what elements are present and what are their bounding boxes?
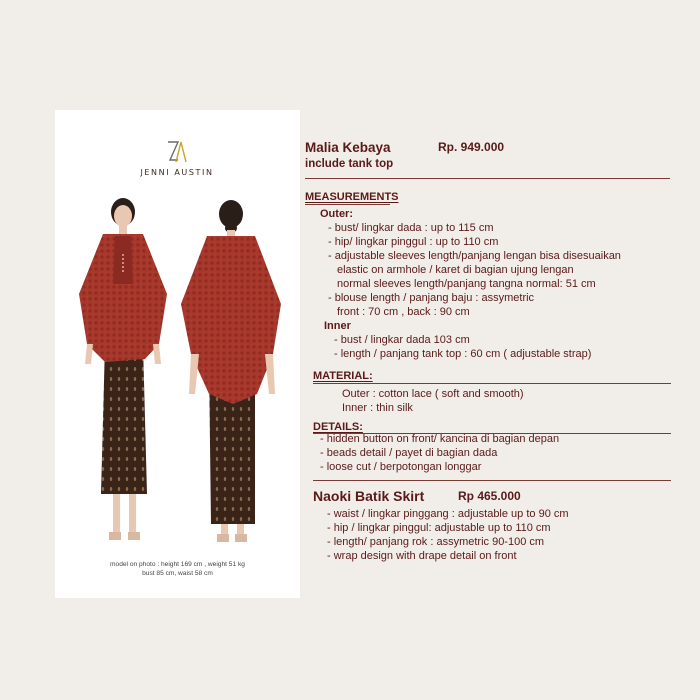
- material-line: Outer : cotton lace ( soft and smooth): [342, 388, 524, 400]
- kebaya-price: Rp. 949.000: [438, 140, 505, 154]
- skirt-line: - length/ panjang rok : assymetric 90-100 cm: [327, 536, 545, 548]
- divider-skirt: [313, 480, 671, 481]
- brand-name: JENNI AUSTIN: [140, 168, 214, 177]
- divider-top: [305, 178, 670, 179]
- inner-line: - length / panjang tank top : 60 cm ( adjustable strap): [334, 348, 592, 360]
- skirt-line: - waist / lingkar pinggang : adjustable up to 90 cm: [327, 508, 569, 520]
- details-heading: DETAILS:: [313, 421, 363, 433]
- outer-line: - adjustable sleeves length/panjang lengan bisa disesuaikan: [328, 250, 621, 262]
- caption-line-1: model on photo : height 169 cm , weight 51 kg: [110, 561, 245, 568]
- caption-line-2: bust 85 cm, waist 58 cm: [142, 570, 213, 577]
- outer-line: - bust/ lingkar dada : up to 115 cm: [328, 222, 494, 234]
- kebaya-subtitle: include tank top: [305, 158, 394, 170]
- details-line: - loose cut / berpotongan longgar: [320, 461, 482, 473]
- outer-line: - blouse length / panjang baju : assymetric: [328, 292, 535, 304]
- material-line: Inner : thin silk: [342, 402, 413, 414]
- outer-line: - hip/ lingkar pinggul : up to 110 cm: [328, 236, 499, 248]
- outer-line: front : 70 cm , back : 90 cm: [337, 306, 470, 318]
- outer-label: Outer:: [320, 208, 353, 220]
- skirt-price: Rp 465.000: [458, 489, 521, 503]
- inner-label: Inner: [324, 320, 351, 332]
- material-underline: [313, 383, 671, 384]
- skirt-line: - wrap design with drape detail on front: [327, 550, 517, 562]
- kebaya-title: Malia Kebaya: [305, 140, 391, 155]
- details-line: - hidden button on front/ kancina di bagian depan: [320, 433, 560, 445]
- material-heading: MATERIAL:: [313, 370, 373, 382]
- outer-line: elastic on armhole / karet di bagian ujung lengan: [337, 264, 574, 276]
- skirt-title: Naoki Batik Skirt: [313, 488, 425, 504]
- measurements-underline: [305, 204, 390, 205]
- details-line: - beads detail / payet di bagian dada: [320, 447, 498, 459]
- skirt-line: - hip / lingkar pinggul: adjustable up to 110 cm: [327, 522, 551, 534]
- measurements-heading: MEASUREMENTS: [305, 191, 399, 203]
- inner-line: - bust / lingkar dada 103 cm: [334, 334, 470, 346]
- outer-line: normal sleeves length/panjang tangna normal: 51 cm: [337, 278, 596, 290]
